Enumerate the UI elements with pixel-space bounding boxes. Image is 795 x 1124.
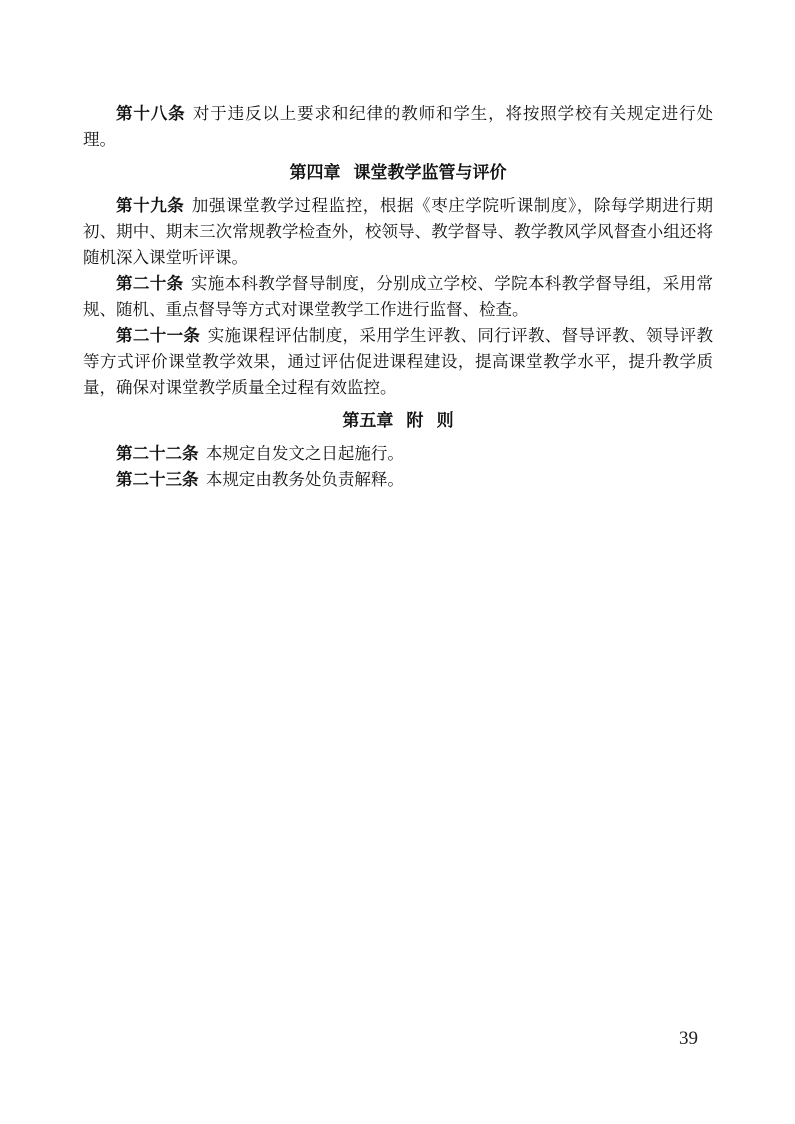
chapter-4-number: 第四章 — [289, 163, 341, 182]
page-number: 39 — [679, 1028, 698, 1049]
article-18-paragraph — [83, 101, 713, 153]
chapter-5-number: 第五章 — [342, 411, 394, 430]
article-21-number: 第二十一条 — [116, 326, 201, 345]
article-23-paragraph — [83, 467, 713, 493]
article-23-number: 第二十三条 — [116, 470, 199, 489]
article-18-number: 第十八条 — [116, 104, 186, 123]
chapter-5-title: 附 则 — [406, 411, 454, 430]
article-20-number: 第二十条 — [116, 274, 184, 293]
article-23-text: 本规定由教务处负责解释。 — [205, 470, 404, 489]
article-19-number: 第十九条 — [116, 196, 185, 215]
article-22-paragraph — [83, 441, 713, 467]
article-21-paragraph — [83, 323, 713, 401]
article-21-text: 实施课程评估制度，采用学生评教、同行评教、督导评教、领导评教等方式评价课堂教学效果，通过评估促进课程建设，提高课堂教学水平，提升教学质量，确保对课堂教学质量全过程有效监控。 — [83, 326, 714, 397]
article-22-number: 第二十二条 — [116, 444, 199, 463]
chapter-4-heading — [83, 160, 713, 186]
document-body — [83, 101, 713, 493]
chapter-4-title: 课堂教学监管与评价 — [353, 163, 507, 182]
article-20-paragraph — [83, 271, 713, 323]
article-18-text: 对于违反以上要求和纪律的教师和学生，将按照学校有关规定进行处理。 — [83, 104, 714, 149]
chapter-5-heading — [83, 408, 713, 434]
article-19-text: 加强课堂教学过程监控，根据《枣庄学院听课制度》，除每学期进行期初、期中、期末三次常规教学检查外，校领导、教学督导、教学教风学风督查小组还将随机深入课堂听评课。 — [83, 196, 714, 267]
article-22-text: 本规定自发文之日起施行。 — [205, 444, 404, 463]
article-19-paragraph — [83, 193, 713, 271]
article-20-text: 实施本科教学督导制度，分别成立学校、学院本科教学督导组，采用常规、随机、重点督导等方式对课堂教学工作进行监督、检查。 — [83, 274, 714, 319]
